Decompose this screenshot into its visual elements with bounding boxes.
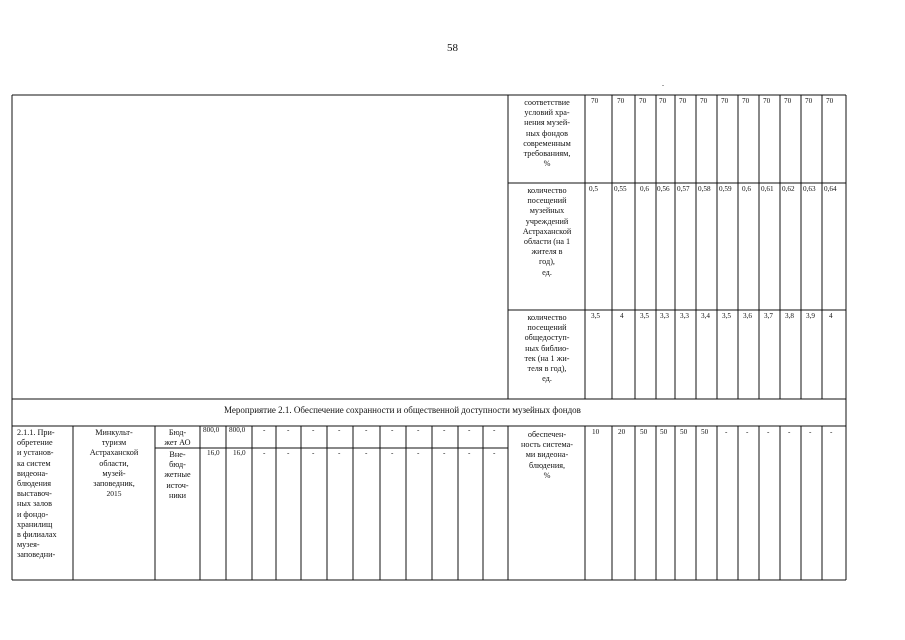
value-cell: 0,57 (677, 185, 690, 193)
source-regional-budget: Бюд- жет АО (164, 428, 191, 448)
value-cell: 0,5 (589, 185, 598, 193)
value-cell: 3,3 (660, 312, 669, 320)
value-cell: 3,4 (701, 312, 710, 320)
value-cell: 70 (700, 97, 708, 105)
activity-name: 2.1.1. При- обретение и установ- ка систем видеона- блюдения выставоч- ных залов и фондо- хранилищ в филиалах музея- заповедни- (17, 428, 57, 560)
value-cell: - (809, 428, 812, 436)
value-cell: - (725, 428, 728, 436)
value-cell: 70 (617, 97, 625, 105)
value-cell: 3,8 (785, 312, 794, 320)
value-cell: 0,6 (640, 185, 649, 193)
value-cell: 3,5 (591, 312, 600, 320)
value-cell: 3,7 (764, 312, 773, 320)
value-cell: 10 (592, 428, 600, 436)
activity-executor: Минкульт- туризм Астраханской области, музей- заповедник, 2015 (89, 428, 139, 499)
value-cell: 3,6 (743, 312, 752, 320)
value-cell: - (312, 426, 315, 434)
value-cell: - (830, 428, 833, 436)
value-cell: - (365, 449, 368, 457)
value-cell: 0,64 (824, 185, 837, 193)
value-cell: 0,61 (761, 185, 774, 193)
value-cell: - (338, 426, 341, 434)
value-cell: 70 (742, 97, 750, 105)
value-cell: - (788, 428, 791, 436)
value-cell: 0,58 (698, 185, 711, 193)
value-cell: 0,59 (719, 185, 732, 193)
value-cell: 70 (826, 97, 834, 105)
value-cell: 0,62 (782, 185, 795, 193)
value-cell: 3,5 (640, 312, 649, 320)
value-cell: 0,56 (657, 185, 670, 193)
value-cell: 3,3 (680, 312, 689, 320)
value-cell: - (443, 449, 446, 457)
value-cell: 70 (659, 97, 667, 105)
indicator-storage-conditions: соответствие условий хра- нения музей- ных фондов современным требованиям, % (523, 98, 571, 169)
value-cell: 70 (763, 97, 771, 105)
value-cell: 70 (679, 97, 687, 105)
value-cell: 70 (721, 97, 729, 105)
value-cell: - (365, 426, 368, 434)
value-cell: 3,5 (722, 312, 731, 320)
value-cell: 4 (829, 312, 833, 320)
value-cell: - (468, 449, 471, 457)
value-cell: - (391, 426, 394, 434)
value-cell: 50 (640, 428, 648, 436)
section-header: Мероприятие 2.1. Обеспечение сохранности и общественной доступности музейных фондов (224, 405, 581, 415)
stray-mark: . (662, 79, 664, 88)
value-cell: 0,55 (614, 185, 627, 193)
value-cell: 20 (618, 428, 626, 436)
value-cell: 70 (639, 97, 647, 105)
value-cell: - (746, 428, 749, 436)
indicator-library-visits: количество посещений общедоступ- ных библио- тек (на 1 жи- теля в год), ед. (524, 313, 570, 384)
value-cell: 50 (701, 428, 709, 436)
value-cell: 0,6 (742, 185, 751, 193)
value-cell: - (493, 426, 496, 434)
value-cell: - (417, 426, 420, 434)
page-number: 58 (447, 42, 458, 54)
value-cell: 3,9 (806, 312, 815, 320)
value-cell: - (287, 426, 290, 434)
value-cell: - (263, 426, 266, 434)
value-cell: 800,0 (229, 426, 246, 434)
value-cell: 50 (660, 428, 668, 436)
value-cell: 70 (805, 97, 813, 105)
value-cell: - (417, 449, 420, 457)
value-cell: - (287, 449, 290, 457)
value-cell: 50 (680, 428, 688, 436)
value-cell: 16,0 (207, 449, 220, 457)
value-cell: - (263, 449, 266, 457)
value-cell: 4 (620, 312, 624, 320)
value-cell: - (767, 428, 770, 436)
value-cell: 0,63 (803, 185, 816, 193)
value-cell: - (391, 449, 394, 457)
value-cell: - (443, 426, 446, 434)
value-cell: 16,0 (233, 449, 246, 457)
value-cell: 800,0 (203, 426, 220, 434)
value-cell: - (312, 449, 315, 457)
value-cell: - (338, 449, 341, 457)
value-cell: - (468, 426, 471, 434)
value-cell: 70 (591, 97, 599, 105)
indicator-video-surveillance: обеспечен- ность система- ми видеона- блюдения, % (520, 430, 574, 480)
indicator-museum-visits: количество посещений музейных учреждений Астраханской области (на 1 жителя в год), ед. (522, 186, 572, 277)
source-extrabudgetary: Вне- бюд- жетные источ- ники (164, 450, 191, 500)
value-cell: 70 (784, 97, 792, 105)
value-cell: - (493, 449, 496, 457)
